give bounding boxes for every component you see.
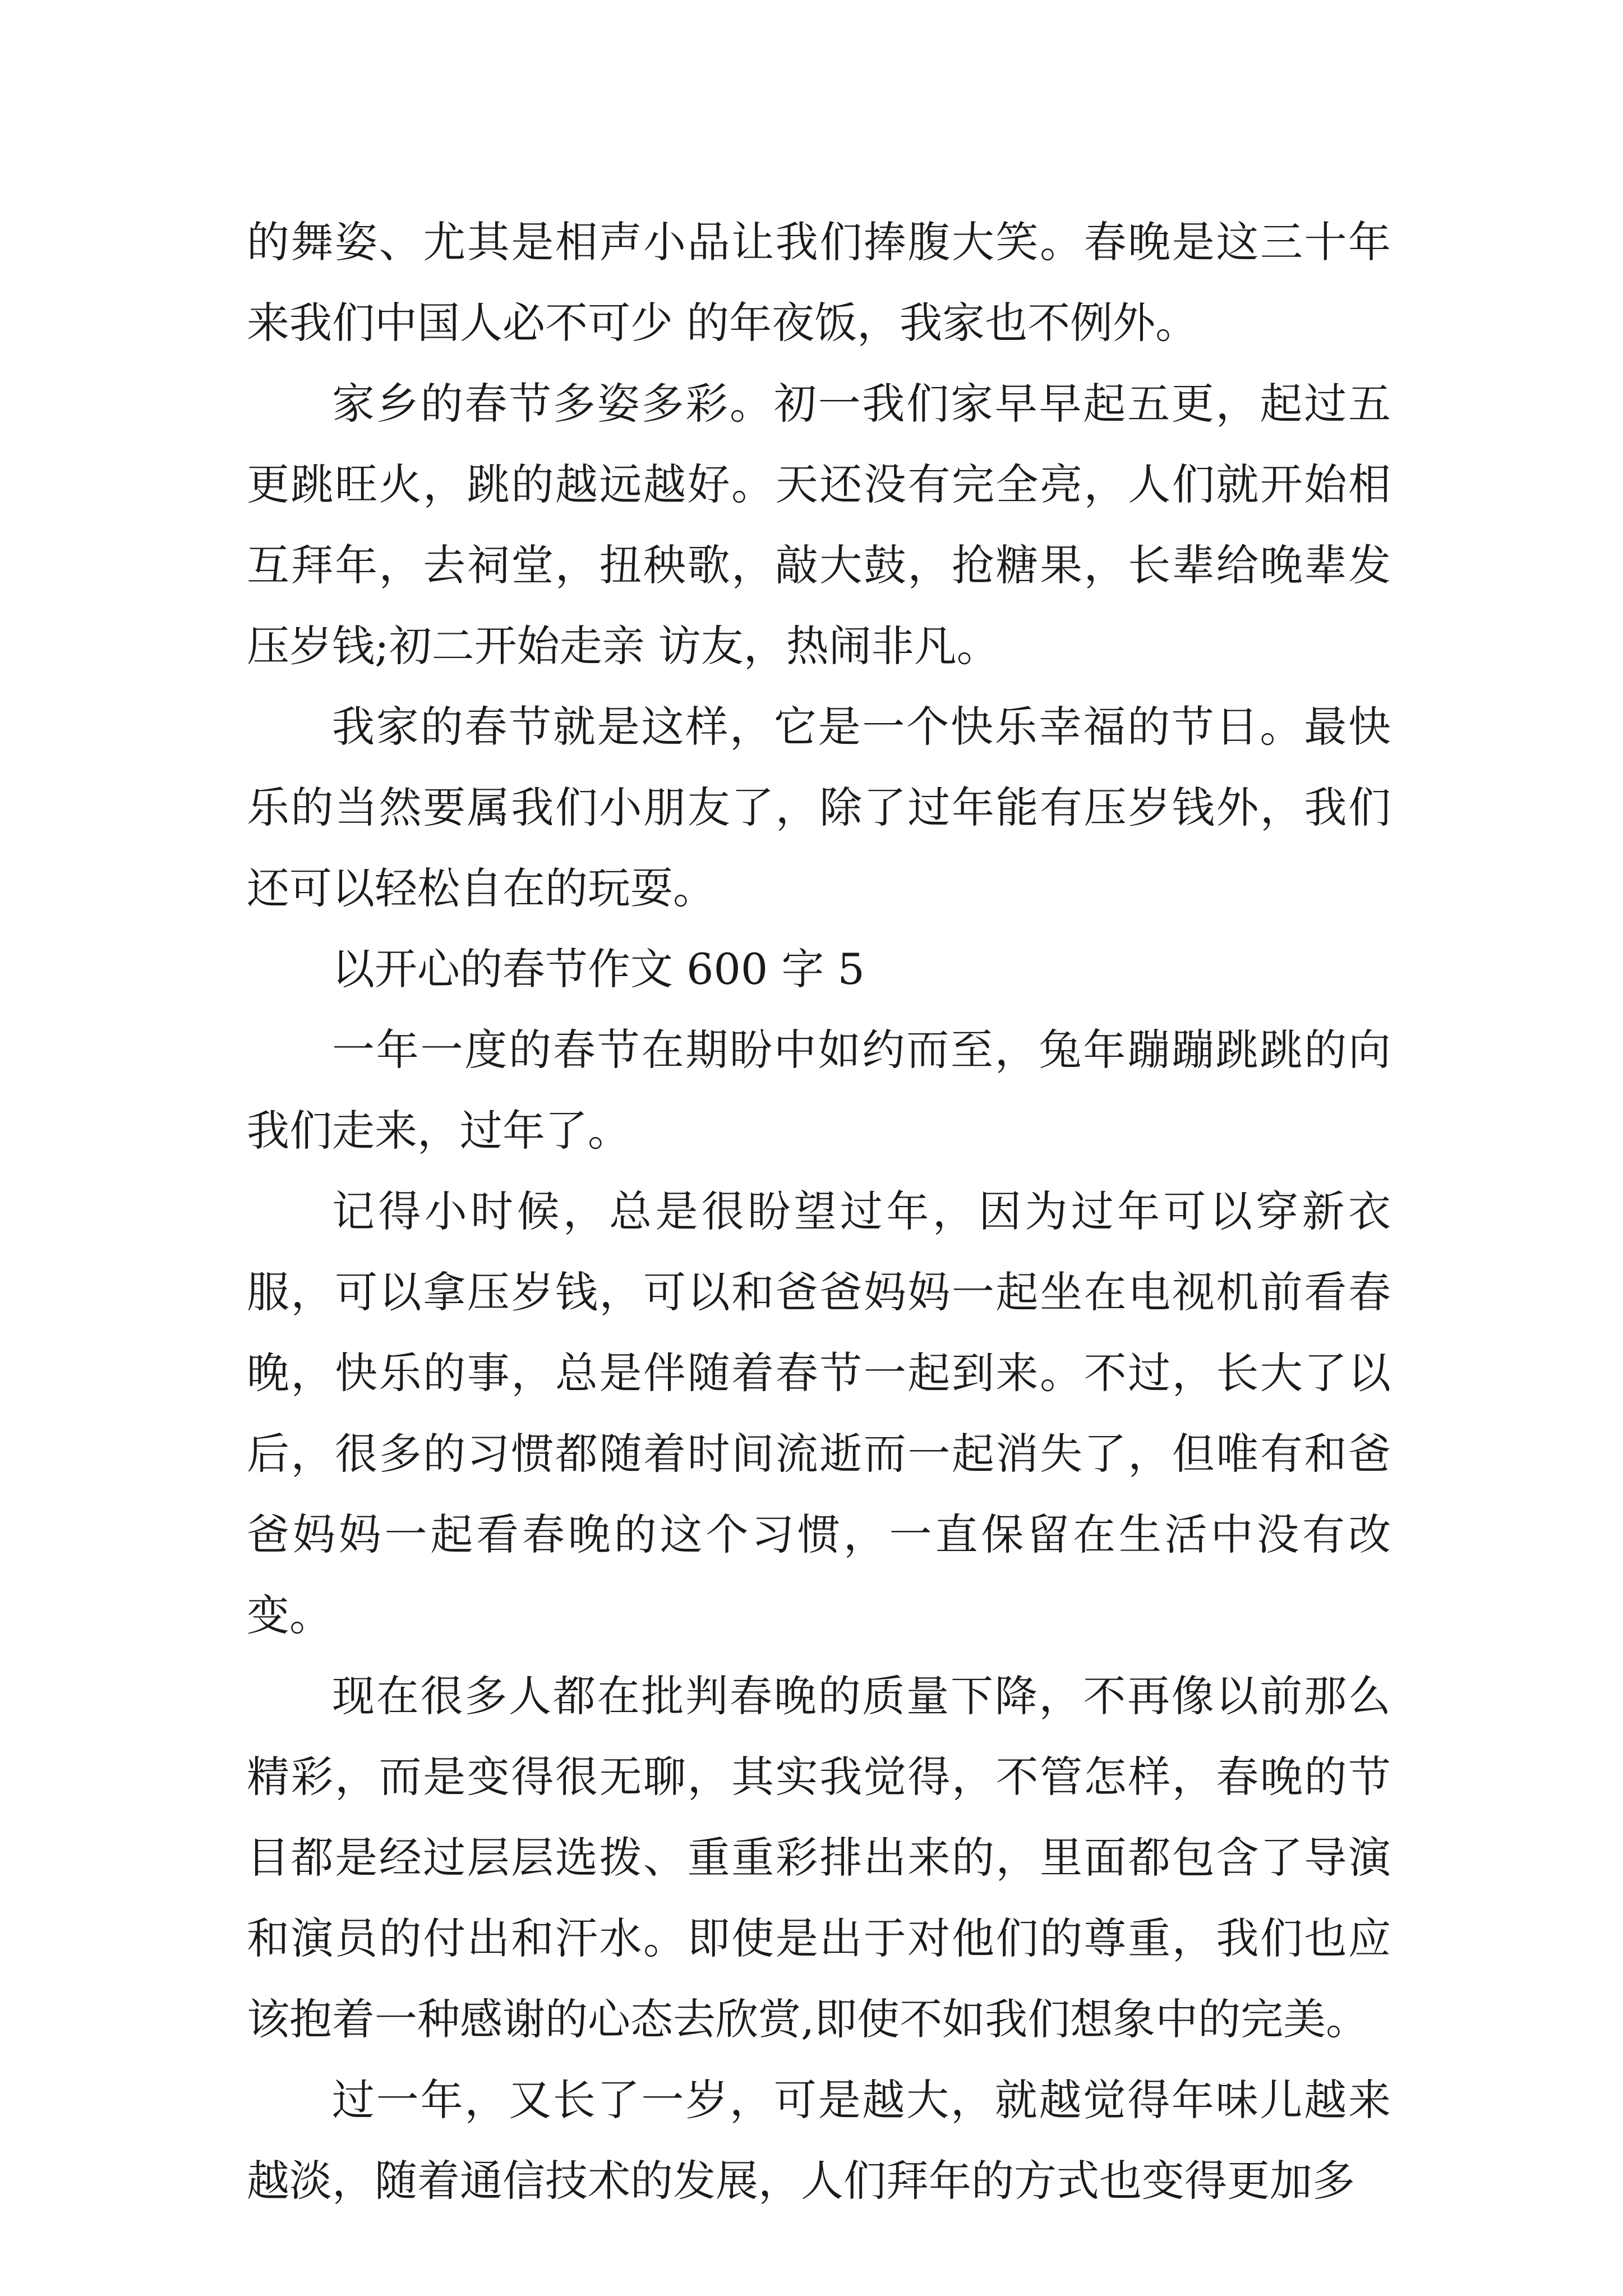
paragraph: 家乡的春节多姿多彩。初一我们家早早起五更，起过五更跳旺火，跳的越远越好。天还没有完全亮，人们就开始相互拜年，去祠堂，扭秧歌，敲大鼓，抢糖果，长辈给晚辈发压岁钱;初二开始走亲 访友，热闹非凡。 [247,379,1391,671]
paragraph: 现在很多人都在批判春晚的质量下降，不再像以前那么精彩，而是变得很无聊，其实我觉得，不管怎样，春晚的节目都是经过层层选拨、重重彩排出来的，里面都包含了导演和演员的付出和汗水。即使是出于对他们的尊重，我们也应该抱着一种感谢的心态去欣赏,即使不如我们想象中的完美。 [247,1671,1391,2044]
paragraph: 记得小时候，总是很盼望过年，因为过年可以穿新衣服，可以拿压岁钱，可以和爸爸妈妈一起坐在电视机前看春晚，快乐的事，总是伴随着春节一起到来。不过，长大了以后，很多的习惯都随着时间流逝而一起消失了，但唯有和爸爸妈妈一起看春晚的这个习惯，一直保留在生活中没有改变。 [247,1186,1391,1640]
section-heading: 以开心的春节作文 600 字 5 [332,944,865,994]
paragraph: 一年一度的春节在期盼中如约而至，兔年蹦蹦跳跳的向我们走来，过年了。 [247,1025,1391,1156]
paragraph: 过一年，又长了一岁，可是越大，就越觉得年味儿越来越淡，随着通信技术的发展，人们拜年的方式也变得更加多 [247,2075,1391,2206]
paragraph: 我家的春节就是这样，它是一个快乐幸福的节日。最快乐的当然要属我们小朋友了，除了过年能有压岁钱外，我们还可以轻松自在的玩耍。 [247,702,1391,913]
document-body [247,202,1391,2221]
paragraph-continuation: 的舞姿、尤其是相声小品让我们捧腹大笑。春晚是这三十年来我们中国人必不可少 的年夜饭，我家也不例外。 [247,217,1391,348]
